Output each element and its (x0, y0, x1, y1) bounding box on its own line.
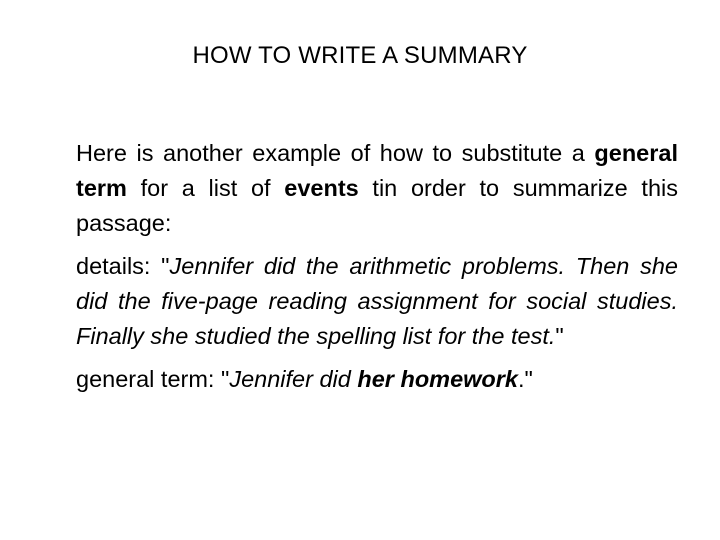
general-term-paragraph (76, 362, 678, 397)
slide-body (76, 136, 678, 405)
intro-text-2: for a list of (126, 175, 285, 201)
intro-paragraph (76, 136, 678, 241)
details-close-quote: " (555, 323, 564, 349)
intro-text-1: Here is another example of how to substitute a (76, 140, 595, 166)
general-term-italic: Jennifer did (229, 366, 358, 392)
intro-text-3: tin order to summarize this passage: (76, 175, 678, 236)
details-paragraph (76, 249, 678, 354)
general-term-close: ." (517, 366, 533, 392)
general-term-label: general term: " (76, 366, 230, 392)
slide-title: HOW TO WRITE A SUMMARY (192, 42, 528, 69)
general-term-bold-italic: her homework (357, 366, 518, 392)
intro-bold-general-term: general term (76, 140, 678, 201)
details-label: details: " (76, 253, 170, 279)
intro-bold-events: events (284, 175, 359, 201)
details-text: Jennifer did the arithmetic problems. Then she did the five-page reading assignment for social studies. Finally she studied the spelling list for the test. (76, 253, 678, 349)
